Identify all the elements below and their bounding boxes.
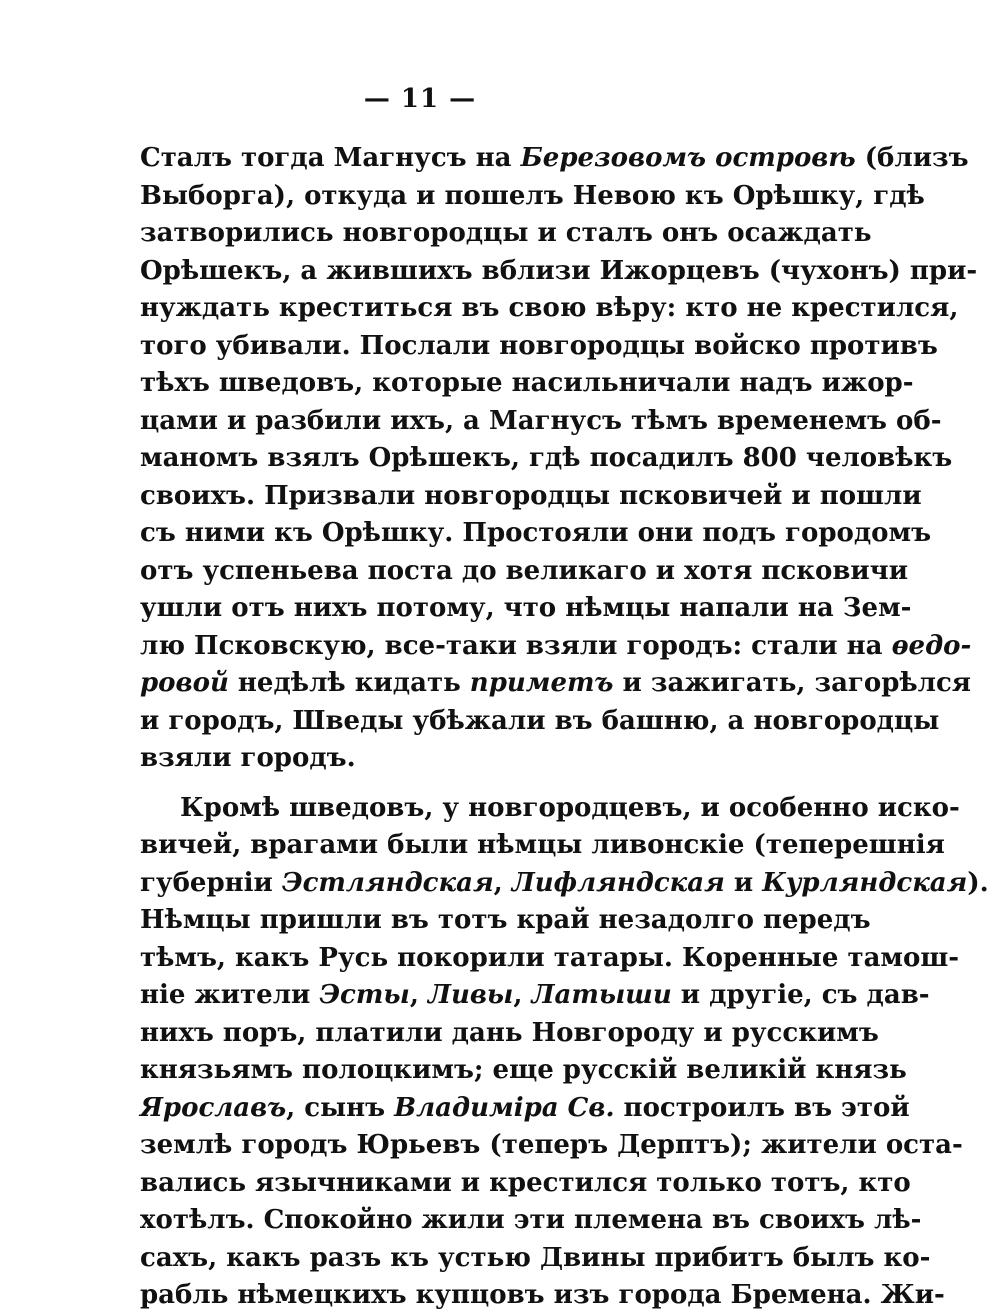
text-segment: маномъ взялъ Орѣшекъ, гдѣ посадилъ 800 человѣкъ [140, 443, 953, 473]
text-segment: землѣ городъ Юрьевъ (теперъ Дерптъ); жители оста- [140, 1130, 963, 1160]
italic-text: приметъ [469, 668, 614, 698]
text-line [140, 253, 978, 291]
text-line [140, 865, 989, 903]
text-segment: Орѣшекъ, а жившихъ вблизи Ижорцевъ (чухонъ) при- [140, 255, 978, 286]
text-segment: ніе жители [140, 980, 320, 1010]
text-line [140, 1127, 963, 1165]
text-segment: недѣлѣ кидать [228, 668, 470, 698]
text-segment: нихъ поръ, платили дань Новгороду и русскимъ [140, 1017, 879, 1048]
italic-text: Эстляндская [281, 867, 494, 898]
text-segment: тѣмъ, какъ Русь покорили татары. Коренные тамош- [140, 942, 960, 973]
text-segment: цами и разбили ихъ, а Магнусъ тѣмъ временемъ об- [140, 405, 942, 436]
text-line [140, 1277, 945, 1315]
text-line [140, 290, 959, 328]
text-line [140, 1052, 907, 1090]
text-line [140, 178, 925, 216]
text-line [140, 403, 942, 441]
text-line [140, 365, 914, 403]
text-segment: губерніи [140, 867, 282, 898]
text-segment: съ ними къ Орѣшку. Простояли они подъ городомъ [140, 518, 932, 548]
text-segment: , сынъ [286, 1092, 395, 1123]
italic-text: Лифляндская [511, 867, 725, 898]
italic-text: Ярославъ [140, 1092, 287, 1123]
text-segment: Нѣмцы пришли въ тотъ край незадолго передъ [140, 905, 871, 935]
text-line [140, 628, 972, 666]
text-line [140, 977, 930, 1015]
text-line [140, 553, 908, 591]
text-segment: тѣхъ шведовъ, которые насильничали надъ ижор- [140, 368, 914, 398]
italic-text: ѳедо- [891, 630, 972, 661]
text-segment: и зажигать, загорѣлся [613, 668, 972, 698]
italic-text: Курляндская [762, 867, 968, 898]
paragraph [140, 140, 978, 778]
text-line [140, 1165, 911, 1203]
text-line [140, 703, 940, 741]
italic-text: Эсты [319, 980, 410, 1010]
text-segment: вались язычниками и крестился только тотъ, кто [140, 1167, 911, 1198]
text-segment: построилъ въ этой [614, 1092, 910, 1123]
text-line [140, 590, 912, 628]
text-line [140, 902, 871, 940]
page-number: — 11 — [363, 84, 477, 114]
text-line [140, 940, 960, 978]
text-line [140, 328, 938, 366]
text-line [140, 1240, 931, 1278]
text-line [140, 440, 953, 478]
text-line [140, 790, 960, 828]
text-segment: Кромѣ шведовъ, у новгородцевъ, и особенно иско- [180, 792, 960, 823]
text-line [140, 478, 922, 516]
text-line [140, 740, 718, 778]
text-segment: сахъ, какъ разъ къ устью Двины прибитъ былъ ко- [140, 1242, 931, 1273]
text-segment: вичей, врагами были нѣмцы ливонскіе (теперешнія [140, 830, 945, 860]
text-segment: затворились новгородцы и сталъ онъ осаждать [140, 218, 872, 248]
italic-text: Ливы [427, 980, 514, 1010]
text-segment: , [493, 867, 512, 898]
text-line [140, 215, 872, 253]
italic-text: Владиміра Св. [394, 1092, 615, 1123]
text-segment: хотѣлъ. Спокойно жили эти племена въ своихъ лѣ- [140, 1205, 922, 1235]
text-segment: нуждать креститься въ свою вѣру: кто не крестился, [140, 293, 959, 323]
italic-text: Латыши [531, 980, 672, 1010]
text-line [140, 515, 932, 553]
text-segment: ушли отъ нихъ потому, что нѣмцы напали на Зем- [140, 593, 912, 623]
text-segment: взяли городъ. [140, 743, 356, 773]
text-segment: , [409, 980, 428, 1010]
text-segment: того убивали. Послали новгородцы войско противъ [140, 330, 938, 361]
text-segment: отъ успеньева поста до великаго и хотя псковичи [140, 555, 908, 586]
text-segment: ). [967, 867, 989, 898]
text-line [140, 665, 972, 703]
italic-text: ровой [140, 668, 229, 698]
text-line [140, 827, 945, 865]
italic-text: Березовомъ островѣ [520, 143, 856, 173]
text-segment: , [513, 980, 532, 1010]
text-line [140, 1202, 922, 1240]
text-segment: Сталъ тогда Магнусъ на [140, 143, 521, 173]
text-line [140, 1015, 879, 1053]
text-segment: лю Псковскую, все-таки взяли городъ: стали на [140, 630, 892, 661]
text-segment: рабль нѣмецкихъ купцовъ изъ города Бремена. Жи- [140, 1280, 945, 1310]
text-segment: и [724, 867, 763, 898]
text-segment: своихъ. Призвали новгородцы псковичей и пошли [140, 480, 922, 511]
text-segment: и другіе, съ дав- [671, 980, 930, 1010]
text-line [140, 1090, 910, 1128]
paragraph-gap [140, 778, 718, 790]
text-segment: князьямъ полоцкимъ; еще русскій великій князь [140, 1055, 907, 1085]
text-line [140, 140, 969, 178]
text-segment: и городъ, Шведы убѣжали въ башню, а новгородцы [140, 705, 940, 736]
body-text [140, 140, 989, 1315]
text-segment: Выборга), откуда и пошелъ Невою къ Орѣшку, гдѣ [140, 180, 925, 211]
text-segment: (близъ [855, 143, 969, 173]
paragraph [140, 790, 989, 1315]
